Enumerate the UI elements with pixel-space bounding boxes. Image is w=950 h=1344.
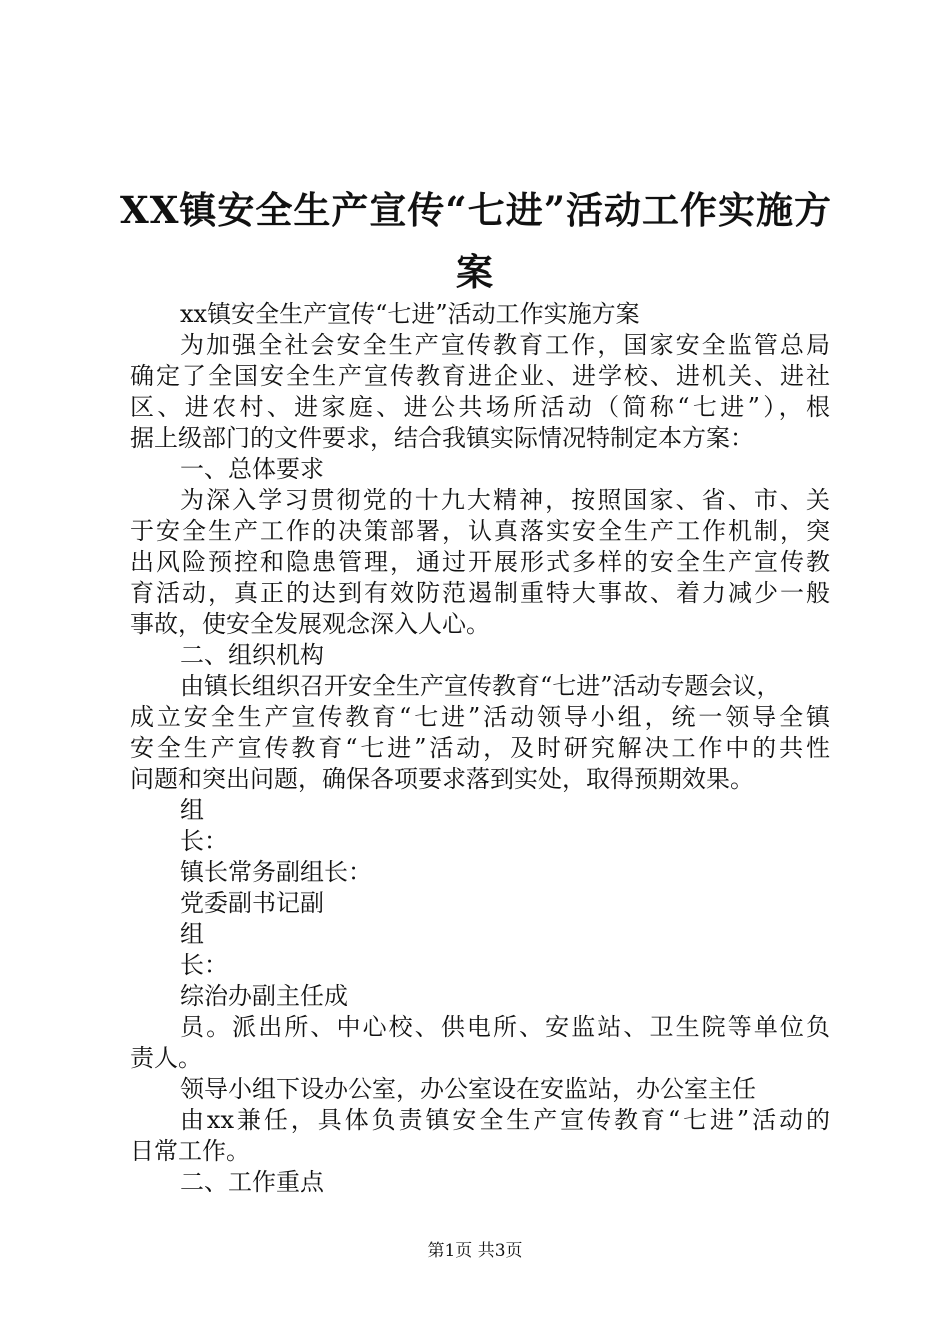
paragraph-line: 出风险预控和隐患管理，通过开展形式多样的安全生产宣传教 <box>130 548 830 576</box>
paragraph-line: 长： <box>180 827 228 855</box>
document-title-line-1: XX镇安全生产宣传“七进”活动工作实施方 <box>120 188 832 232</box>
paragraph-line: 育活动，真正的达到有效防范遏制重特大事故、着力减少一般 <box>130 579 830 607</box>
paragraph-line: 确定了全国安全生产宣传教育进企业、进学校、进机关、进社 <box>130 362 830 390</box>
paragraph-line: 区、进农村、进家庭、进公共场所活动（简称“七进”），根 <box>130 393 830 421</box>
subtitle-line: xx镇安全生产宣传“七进”活动工作实施方案 <box>180 300 640 328</box>
paragraph-line: 长： <box>180 951 228 979</box>
document-title-line-2: 案 <box>456 250 494 294</box>
paragraph-line: 事故，使安全发展观念深入人心。 <box>130 610 490 638</box>
paragraph-line: 于安全生产工作的决策部署，认真落实安全生产工作机制，突 <box>130 517 830 545</box>
paragraph-line: 由镇长组织召开安全生产宣传教育“七进”活动专题会议， <box>180 672 781 700</box>
paragraph-line: 安全生产宣传教育“七进”活动，及时研究解决工作中的共性 <box>130 734 830 762</box>
paragraph-line: 日常工作。 <box>130 1137 250 1165</box>
paragraph-line: 由xx兼任，具体负责镇安全生产宣传教育“七进”活动的 <box>180 1106 830 1134</box>
paragraph-line: 为加强全社会安全生产宣传教育工作，国家安全监管总局 <box>180 331 830 359</box>
paragraph-line: 成立安全生产宣传教育“七进”活动领导小组，统一领导全镇 <box>130 703 830 731</box>
section-heading: 一、总体要求 <box>180 455 324 483</box>
paragraph-line: 员。派出所、中心校、供电所、安监站、卫生院等单位负 <box>180 1013 830 1041</box>
paragraph-line: 责人。 <box>130 1044 202 1072</box>
paragraph-line: 组 <box>180 920 204 948</box>
document-body <box>130 299 830 1198</box>
paragraph-line: 综治办副主任成 <box>180 982 348 1010</box>
paragraph-line: 问题和突出问题，确保各项要求落到实处，取得预期效果。 <box>130 765 754 793</box>
paragraph-line: 党委副书记副 <box>180 889 324 917</box>
paragraph-line: 领导小组下设办公室，办公室设在安监站，办公室主任 <box>180 1075 756 1103</box>
paragraph-line: 组 <box>180 796 204 824</box>
section-heading: 二、工作重点 <box>180 1168 324 1196</box>
paragraph-line: 镇长常务副组长： <box>180 858 372 886</box>
paragraph-line: 为深入学习贯彻党的十九大精神，按照国家、省、市、关 <box>180 486 830 514</box>
page-footer: 第1页 共3页 <box>427 1241 523 1261</box>
section-heading: 二、组织机构 <box>180 641 324 669</box>
paragraph-line: 据上级部门的文件要求，结合我镇实际情况特制定本方案： <box>130 424 754 452</box>
